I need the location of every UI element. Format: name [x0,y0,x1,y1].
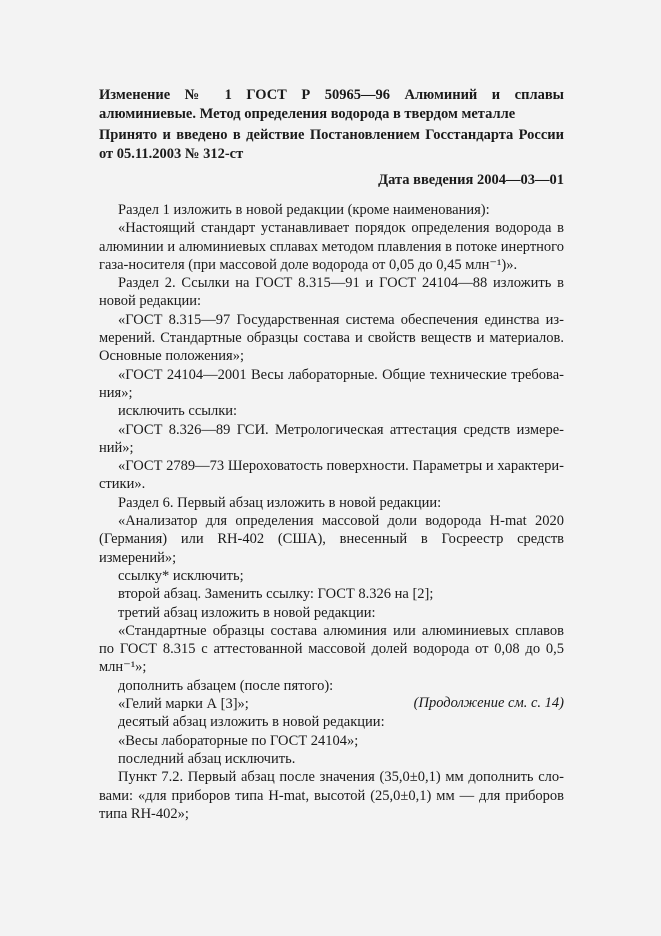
paragraph: Раздел 6. Первый абзац изложить в новой редакции: [118,494,442,511]
paragraph: «ГОСТ 8.315—97 Государственная система обеспечения единства измерений. Стандартные образцы состава и свойств веществ и материалов. Основные положения»; [99,311,564,365]
paragraph: «ГОСТ 8.326—89 ГСИ. Метрологическая аттестация средств измерений»; [99,421,564,456]
paragraph: Пункт 7.2. Первый абзац после значения (35,0±0,1) мм дополнить словами: «для приборов типа H-mat, высотой (25,0±0,1) мм — для приборов типа RH-402»; [99,769,564,822]
paragraph: «Гелий марки А [3]»; [118,696,249,713]
effective-date: Дата введения 2004—03—01 [378,172,564,188]
paragraph: исключить ссылки: [118,403,238,420]
paragraph: Раздел 1 изложить в новой редакции (кроме наименования): [118,202,490,218]
paragraph: третий абзац изложить в новой редакции: [118,604,376,621]
paragraph: «Весы лабораторные по ГОСТ 24104»; [118,732,359,749]
continuation-note: (Продолжение см. с. 14) [413,695,564,711]
paragraph: десятый абзац изложить в новой редакции: [118,714,385,731]
paragraph: «ГОСТ 24104—2001 Весы лабораторные. Общие технические требования»; [99,366,564,401]
paragraph: «Настоящий стандарт устанавливает порядок определения водорода в алюминии и алюминиевых сплавах методом плавления в потоке инертного газа-носителя (при массовой доле водорода от 0,05 до 0,45 млн⁻¹)». [99,220,564,273]
amendment-title: Изменение № 1 ГОСТ Р 50965—96 Алюминий и сплавы алюминиевые. Метод определения водорода в твердом металле [99,87,564,122]
paragraph: дополнить абзацем (после пятого): [118,677,334,694]
paragraph: «Анализатор для определения массовой доли водорода H-mat 2020 (Германия) или RH-402 (США), внесенный в Госреестр средств измерений»; [99,513,564,566]
paragraph: второй абзац. Заменить ссылку: ГОСТ 8.326 на [2]; [118,586,434,603]
paragraph: ссылку* исключить; [118,567,244,584]
adoption-statement: Принято и введено в действие Постановлением Госстандарта России от 05.11.2003 № 312-ст [99,127,564,162]
paragraph: «Стандартные образцы состава алюминия или алюминиевых сплавов по ГОСТ 8.315 с аттестованной массовой долей водорода от 0,08 до 0,5 млн⁻¹»; [99,622,564,676]
paragraph: последний абзац исключить. [118,750,296,767]
paragraph: «ГОСТ 2789—73 Шероховатость поверхности. Параметры и характеристики». [99,458,564,493]
amendment-body [99,201,564,823]
document-content [99,86,564,823]
paragraph: Раздел 2. Ссылки на ГОСТ 8.315—91 и ГОСТ 24104—88 изложить в новой редакции: [99,275,564,310]
